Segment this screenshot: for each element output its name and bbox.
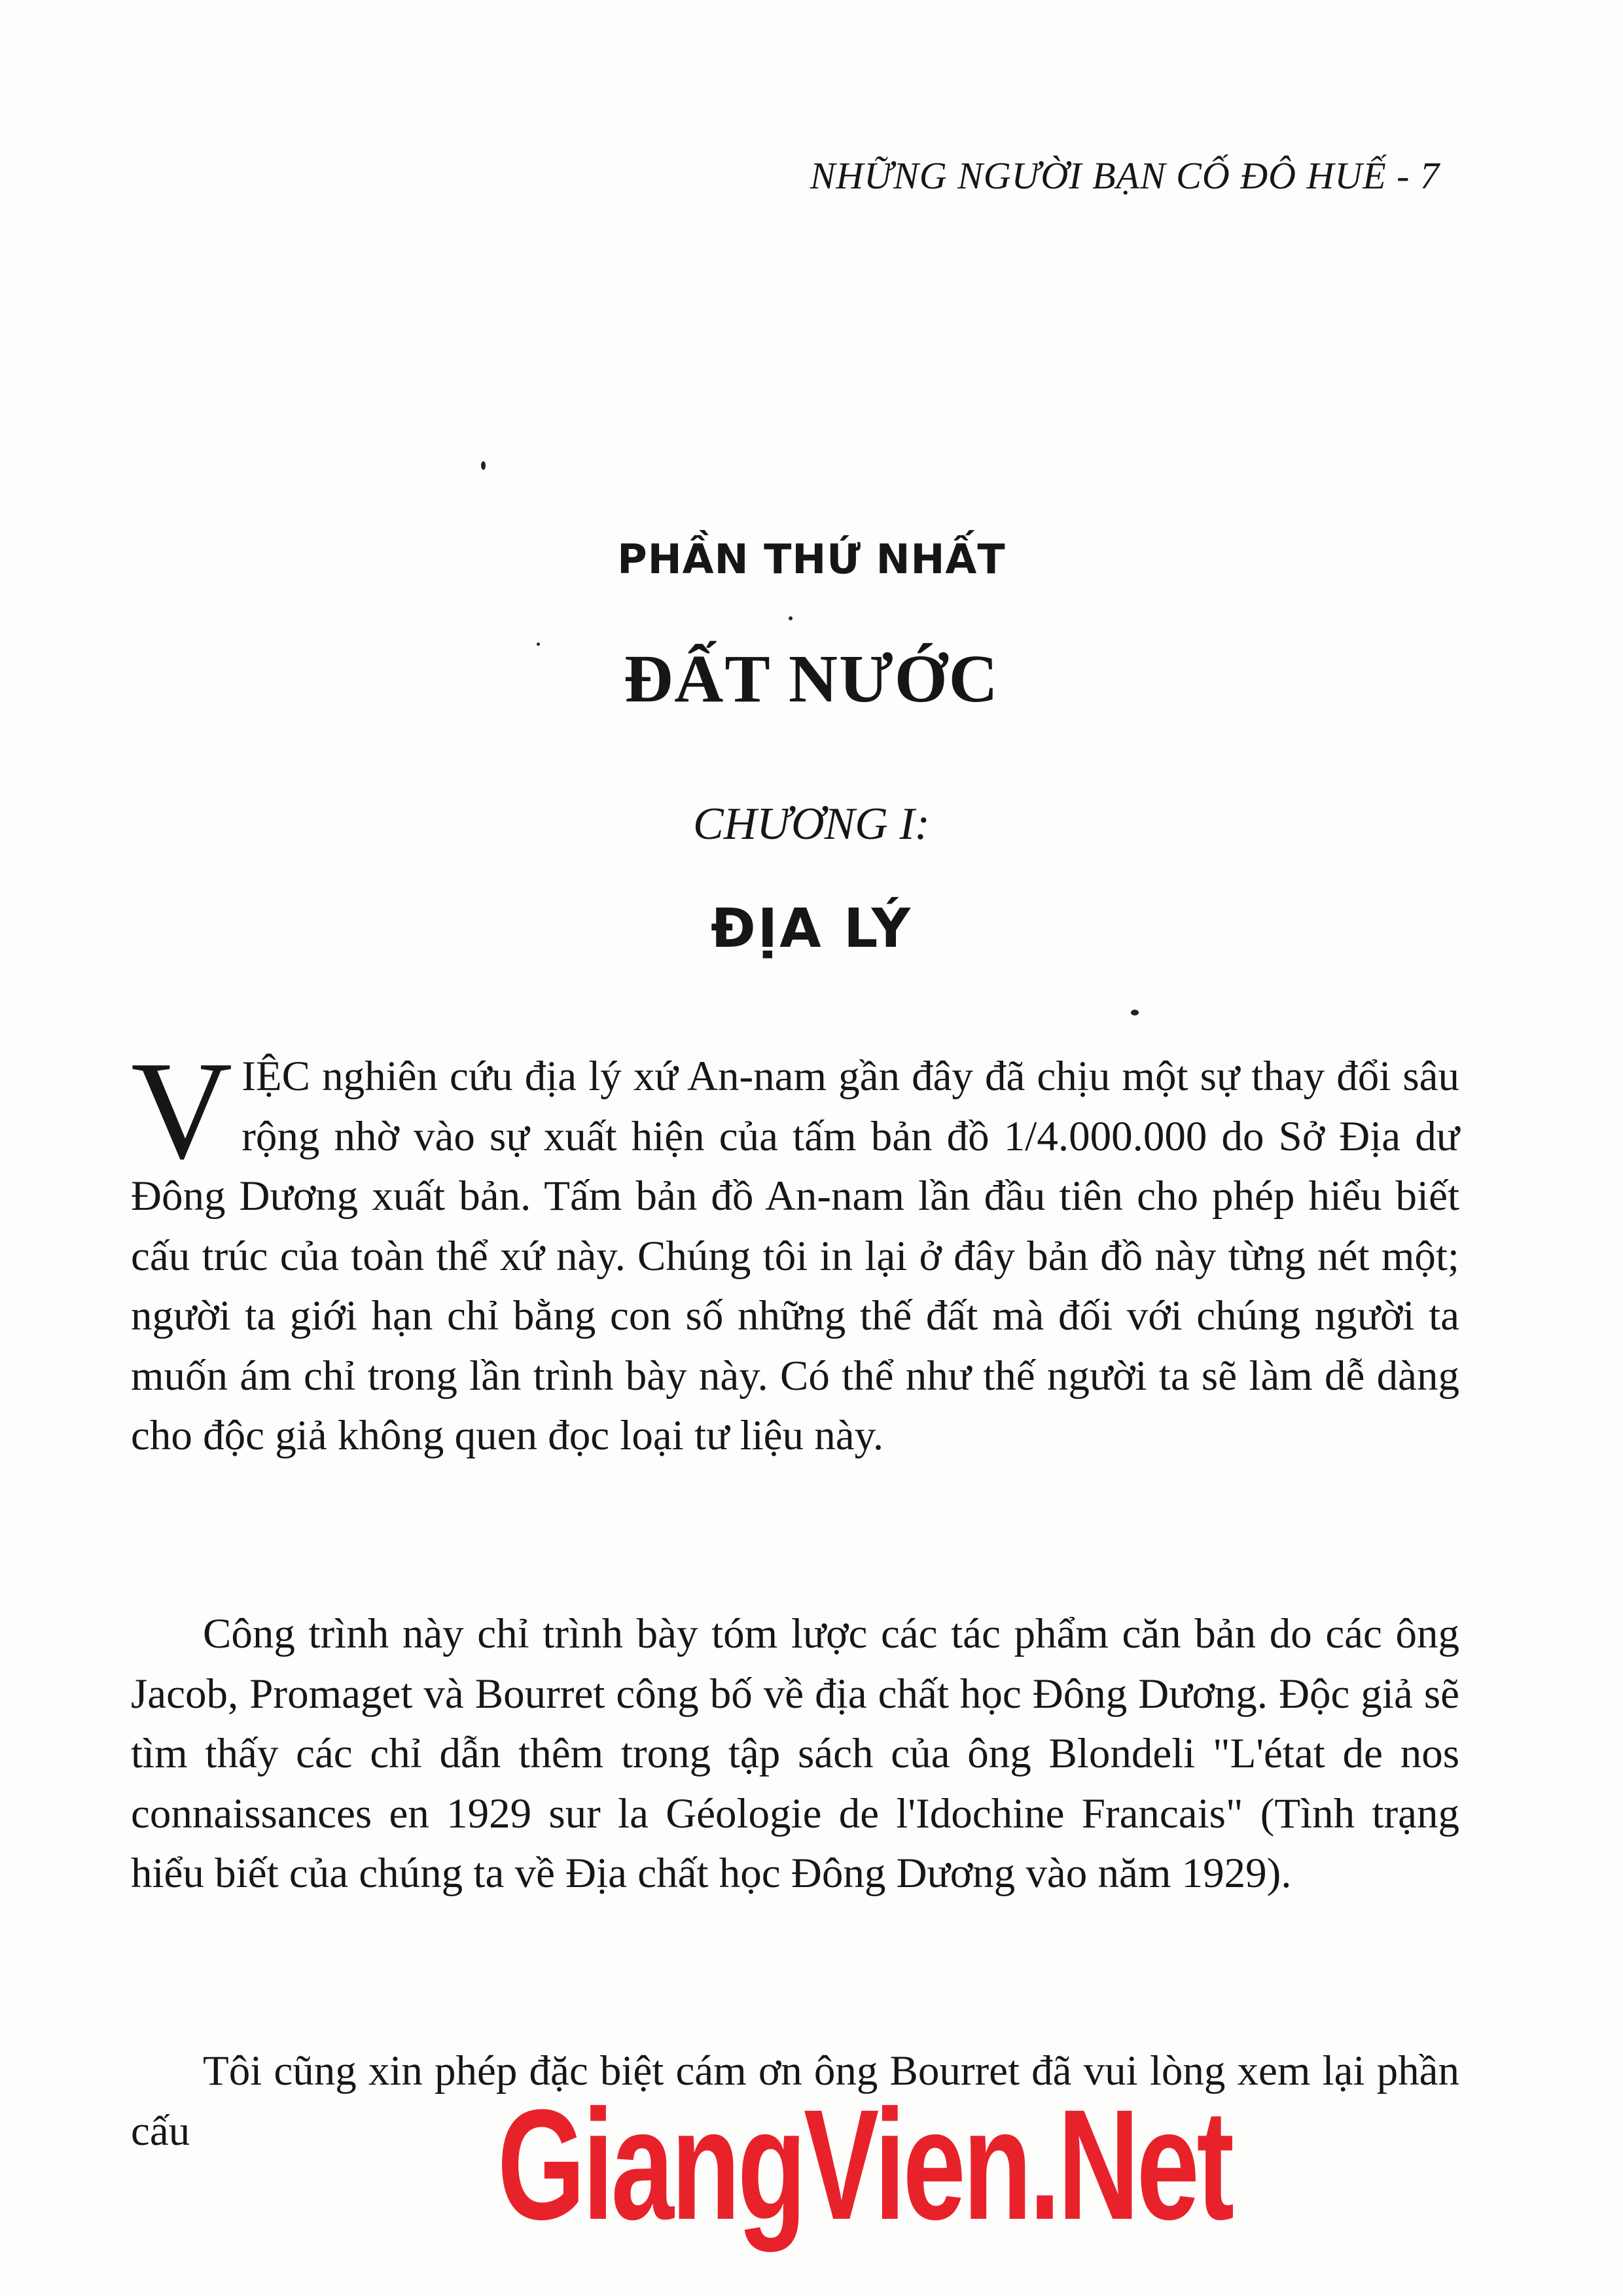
scan-speck <box>1131 1010 1139 1016</box>
chapter-label: CHƯƠNG I: <box>693 799 930 849</box>
running-header: NHỮNG NGƯỜI BẠN CỐ ĐÔ HUẾ - 7 <box>810 154 1440 197</box>
paragraph-1-text: IỆC nghiên cứu địa lý xứ An-nam gần đây đã chịu một sự thay đổi sâu rộng nhờ vào sự xuất hiện của tấm bản đồ 1/4.000.000 do Sở Địa dư Đông Dương xuất bản. Tấm bản đồ An-nam lần đầu tiên cho phép hiểu biết cấu trúc của toàn thể xứ này. Chúng tôi in lại ở đây bản đồ này từng nét một; người ta giới hạn chỉ bằng con số những thế đất mà đối với chúng người ta muốn ám chỉ trong lần trình bày này. Có thể như thế người ta sẽ làm dễ dàng cho độc giả không quen đọc loại tư liệu này. <box>131 1053 1459 1459</box>
paragraph-1 <box>131 1032 1459 1466</box>
paragraph-3: Tôi cũng xin phép đặc biệt cám ơn ông Bourret đã vui lòng xem lại phần cấu <box>131 2047 1459 2155</box>
chapter-title: ĐỊA LÝ <box>710 898 913 960</box>
paragraph-2: Công trình này chỉ trình bày tóm lược các tác phẩm căn bản do các ông Jacob, Promaget và Bourret công bố về địa chất học Đông Dương. Độc giả sẽ tìm thấy các chỉ dẫn thêm trong tập sách của ông Blondeli "L'état de nos connaissances en 1929 sur la Géologie de l'Idochine Francais" (Tình trạng hiểu biết của chúng ta về Địa chất học Đông Dương vào năm 1929). <box>131 1610 1459 1897</box>
part-label: PHẦN THỨ NHẤT <box>617 535 1006 583</box>
scan-speck <box>537 643 540 646</box>
part-name: ĐẤT NƯỚC <box>624 641 999 716</box>
scan-speck <box>481 461 486 470</box>
watermark-logo: GiangVien.Net <box>497 2077 1232 2252</box>
scan-speck <box>789 616 793 620</box>
drop-cap: V <box>131 1032 233 1188</box>
